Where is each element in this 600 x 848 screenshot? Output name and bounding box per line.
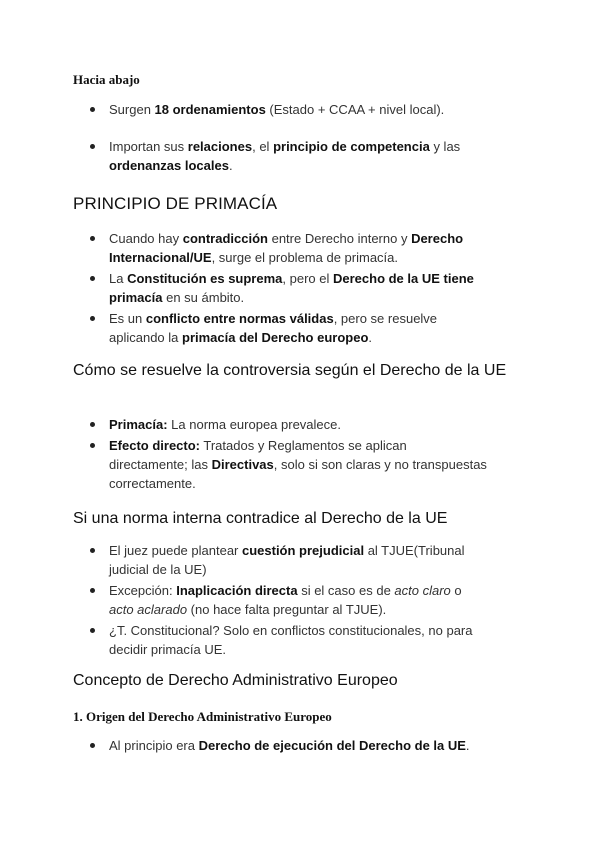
bold-text: Efecto directo:: [109, 438, 201, 453]
bold-text: Constitución es suprema: [127, 271, 283, 286]
bold-text: relaciones: [187, 139, 253, 154]
list-origen: [0, 736, 600, 755]
bold-text: contradicción: [182, 231, 268, 246]
heading-origen: 1. Origen del Derecho Administrativo Europeo: [73, 709, 332, 724]
list-item: El juez puede plantear cuestión prejudicial al TJUE(Tribunal judicial de la UE): [0, 541, 489, 579]
heading-controversia: Cómo se resuelve la controversia según el Derecho de la UE: [73, 362, 507, 379]
list-norma-interna: [0, 541, 600, 659]
bold-text: conflicto entre normas válidas: [145, 311, 334, 326]
heading-principio-primacia: PRINCIPIO DE PRIMACÍA: [73, 194, 278, 213]
bold-text: 18 ordenamientos: [154, 102, 266, 117]
heading-concepto: Concepto de Derecho Administrativo Europeo: [73, 672, 398, 689]
list-item: Cuando hay contradicción entre Derecho interno y Derecho Internacional/UE, surge el problema de primacía.: [0, 229, 489, 267]
bold-text: Derecho Internacional/UE: [109, 231, 464, 265]
bold-text: Derecho de ejecución del Derecho de la UE: [198, 738, 466, 753]
heading-hacia-abajo: Hacia abajo: [73, 72, 140, 87]
list-item: Efecto directo: Tratados y Reglamentos se aplican directamente; las Directivas, solo si son claras y no transpuestas correctamente.: [0, 436, 489, 493]
bold-text: Primacía:: [109, 417, 168, 432]
list-hacia-abajo: [0, 100, 600, 175]
list-primacia: [0, 229, 600, 347]
bold-text: principio de competencia: [273, 139, 430, 154]
bold-text: ordenanzas locales: [109, 158, 229, 173]
bold-text: Derecho de la UE tiene primacía: [109, 271, 474, 305]
list-item: ¿T. Constitucional? Solo en conflictos constitucionales, no para decidir primacía UE.: [0, 621, 489, 659]
list-item: La Constitución es suprema, pero el Derecho de la UE tiene primacía en su ámbito.: [0, 269, 489, 307]
list-item: Es un conflicto entre normas válidas, pero se resuelve aplicando la primacía del Derecho europeo.: [0, 309, 489, 347]
heading-norma-interna: Si una norma interna contradice al Derecho de la UE: [73, 510, 448, 527]
bold-text: cuestión prejudicial: [241, 543, 365, 558]
italic-text: acto claro: [394, 583, 451, 598]
bold-text: Inaplicación directa: [176, 583, 298, 598]
list-item: Al principio era Derecho de ejecución del Derecho de la UE.: [0, 736, 489, 755]
bold-text: primacía del Derecho europeo: [182, 330, 369, 345]
italic-text: acto aclarado: [109, 602, 188, 617]
list-controversia: [0, 415, 600, 493]
bold-text: Directivas: [211, 457, 274, 472]
list-item: Importan sus relaciones, el principio de competencia y las ordenanzas locales.: [0, 137, 489, 175]
list-item: Excepción: Inaplicación directa si el caso es de acto claro o acto aclarado (no hace falta preguntar al TJUE).: [0, 581, 489, 619]
list-item: Surgen 18 ordenamientos (Estado + CCAA + nivel local).: [0, 100, 489, 119]
list-item: Primacía: La norma europea prevalece.: [0, 415, 489, 434]
